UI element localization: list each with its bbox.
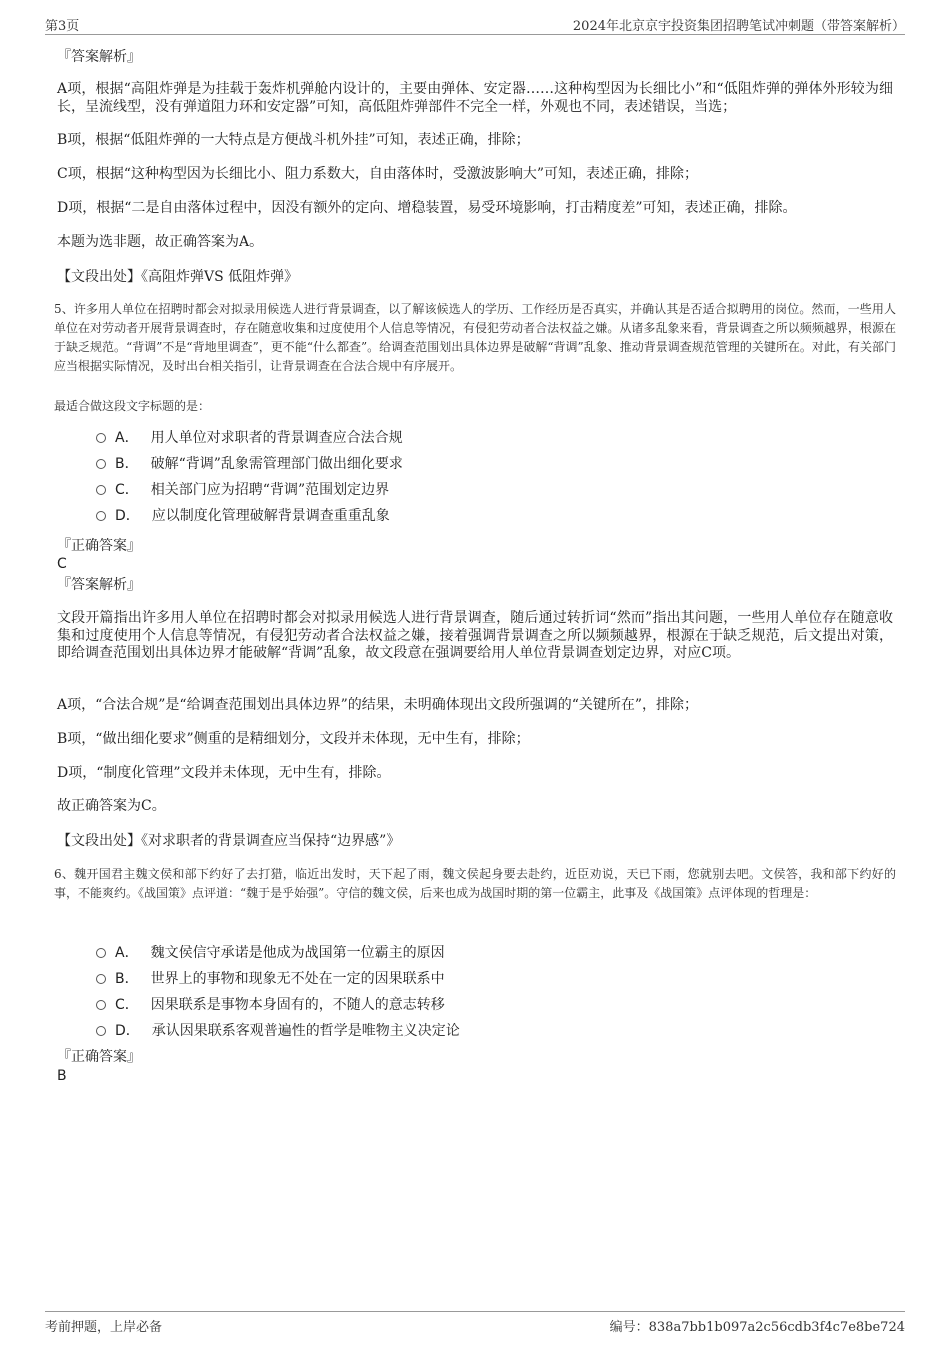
analysis-label: 『答案解析』 xyxy=(57,577,141,593)
analysis-paragraph-a: A项，根据“高阻炸弹是为挂载于轰炸机弹舱内设计的，主要由弹体、安定器……这种构型因为长细比小”和“低阻炸弹的弹体外形较为细长，呈流线型，没有弹道阻力环和安定器”可知，高低阻炸弹部件不完全一样，外观也不同，表述错误，当选； xyxy=(57,81,893,115)
analysis-paragraph-d: D项，“制度化管理”文段并未体现，无中生有，排除。 xyxy=(57,765,391,781)
analysis-paragraph-main: 文段开篇指出许多用人单位在招聘时都会对拟录用候选人进行背景调查，随后通过转折词“然而”指出其问题，一些用人单位存在随意收集和过度使用个人信息等情况，有侵犯劳动者合法权益之嫌，接着强调背景调查之所以频频越界，根源在于缺乏规范，后文提出对策，即给调查范围划出具体边界才能破解“背调”乱象，故文段意在强调要给用人单位背景调查划定边界，对应C项。 xyxy=(57,610,893,661)
option-b[interactable]: B． 破解“背调”乱象需管理部门做出细化要求 xyxy=(96,451,796,477)
analysis-paragraph-b: B项，根据“低阻炸弹的一大特点是方便战斗机外挂”可知，表述正确，排除； xyxy=(57,132,530,148)
source-citation: 【文段出处】《高阻炸弹VS 低阻炸弹》 xyxy=(57,269,299,285)
option-a[interactable]: A． 用人单位对求职者的背景调查应合法合规 xyxy=(96,425,796,451)
radio-icon[interactable] xyxy=(96,511,106,521)
analysis-conclusion: 本题为选非题，故正确答案为A。 xyxy=(57,234,264,250)
correct-answer: B xyxy=(57,1068,67,1084)
radio-icon[interactable] xyxy=(96,1026,106,1036)
analysis-label: 『答案解析』 xyxy=(57,49,141,65)
analysis-conclusion: 故正确答案为C。 xyxy=(57,798,166,814)
correct-answer: C xyxy=(57,556,67,572)
radio-icon[interactable] xyxy=(96,485,106,495)
option-d[interactable]: D． 应以制度化管理破解背景调查重重乱象 xyxy=(96,503,796,529)
correct-answer-label: 『正确答案』 xyxy=(57,1049,141,1065)
question-6-options xyxy=(96,940,796,1044)
analysis-paragraph-a: A项，“合法合规”是“给调查范围划出具体边界”的结果，未明确体现出文段所强调的“关键所在”，排除； xyxy=(57,697,699,713)
page-number: 第3页 xyxy=(45,19,80,34)
radio-icon[interactable] xyxy=(96,459,106,469)
correct-answer-label: 『正确答案』 xyxy=(57,538,141,554)
analysis-paragraph-b: B项，“做出细化要求”侧重的是精细划分，文段并未体现，无中生有，排除； xyxy=(57,731,530,747)
question-5-stem: 最适合做这段文字标题的是： xyxy=(54,399,211,413)
page-footer xyxy=(45,1311,905,1336)
option-c[interactable]: C． 因果联系是事物本身固有的，不随人的意志转移 xyxy=(96,992,796,1018)
radio-icon[interactable] xyxy=(96,433,106,443)
page-header xyxy=(45,12,905,35)
option-c[interactable]: C． 相关部门应为招聘“背调”范围划定边界 xyxy=(96,477,796,503)
option-d[interactable]: D． 承认因果联系客观普遍性的哲学是唯物主义决定论 xyxy=(96,1018,796,1044)
question-5-options xyxy=(96,425,796,529)
option-a[interactable]: A． 魏文侯信守承诺是他成为战国第一位霸主的原因 xyxy=(96,940,796,966)
footer-slogan: 考前押题，上岸必备 xyxy=(45,1320,163,1335)
question-6-text: 6、魏开国君主魏文侯和部下约好了去打猎，临近出发时，天下起了雨，魏文侯起身要去赴约，近臣劝说，天已下雨，您就别去吧。文侯答，我和部下约好的事，不能爽约。《战国策》点评道：“魏于是乎始强”。守信的魏文侯，后来也成为战国时期的第一位霸主，此事及《战国策》点评体现的哲理是： xyxy=(54,867,896,900)
document-title: 2024年北京京宇投资集团招聘笔试冲刺题（带答案解析） xyxy=(572,19,905,34)
source-citation: 【文段出处】《对求职者的背景调查应当保持“边界感”》 xyxy=(57,833,401,849)
analysis-paragraph-d: D项，根据“二是自由落体过程中，因没有额外的定向、增稳装置，易受环境影响，打击精度差”可知，表述正确，排除。 xyxy=(57,200,797,216)
option-b[interactable]: B． 世界上的事物和现象无不处在一定的因果联系中 xyxy=(96,966,796,992)
radio-icon[interactable] xyxy=(96,974,106,984)
radio-icon[interactable] xyxy=(96,948,106,958)
radio-icon[interactable] xyxy=(96,1000,106,1010)
document-code: 编号：838a7bb1b097a2c56cdb3f4c7e8be724 xyxy=(609,1320,905,1335)
analysis-paragraph-c: C项，根据“这种构型因为长细比小、阻力系数大，自由落体时，受激波影响大”可知，表述正确，排除； xyxy=(57,166,699,182)
question-5-text: 5、许多用人单位在招聘时都会对拟录用候选人进行背景调查，以了解该候选人的学历、工作经历是否真实，并确认其是否适合拟聘用的岗位。然而，一些用人单位在对劳动者开展背景调查时，存在随意收集和过度使用个人信息等情况，有侵犯劳动者合法权益之嫌。从诸多乱象来看，背景调查之所以频频越界，根源在于缺乏规范。“背调”不是“背地里调查”，更不能“什么都查”。给调查范围划出具体边界是破解“背调”乱象、推动背景调查规范管理的关键所在。对此，有关部门应当根据实际情况，及时出台相关指引，让背景调查在合法合规中有序展开。 xyxy=(54,302,896,373)
